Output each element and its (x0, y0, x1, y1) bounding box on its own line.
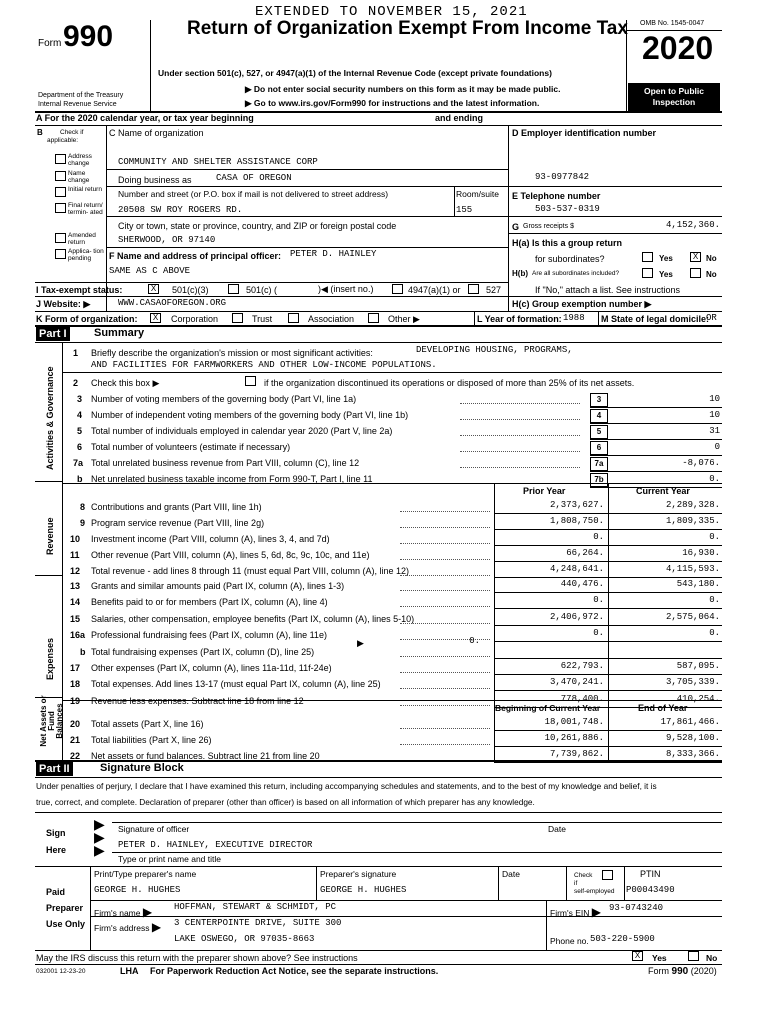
line-num: 9 (80, 518, 86, 528)
ssn-notice: ▶ Do not enter social security numbers on this form as it may be made public. (245, 84, 561, 94)
current-year-value: 2,575,064. (665, 611, 720, 622)
footer-code: 032001 12-23-20 (36, 968, 86, 975)
ha-sub: for subordinates? (535, 254, 605, 264)
other-checkbox[interactable] (368, 313, 379, 323)
line-text: Total revenue - add lines 8 through 11 (must equal Part VIII, column (A), line 12) (91, 566, 409, 576)
perjury-line2: true, correct, and complete. Declaration of preparer (other than officer) is based on all information of which preparer has any knowledge. (36, 797, 535, 807)
line16b-value: 0. (469, 636, 480, 646)
year-formation: 1988 (563, 313, 585, 323)
hb-no-label: No (706, 270, 717, 279)
line-num: 20 (70, 719, 81, 729)
part2-title: Signature Block (100, 762, 184, 774)
officer-address: SAME AS C ABOVE (109, 266, 191, 276)
prior-year-value: 622,793. (560, 661, 604, 671)
leader-dots (460, 467, 580, 468)
boy-header: Beginning of Current Year (495, 703, 601, 713)
prior-year-value: 7,739,862. (549, 749, 604, 759)
line-num: 3 (77, 394, 83, 404)
b-item-label: Applica- tion pending (68, 248, 104, 262)
omb-number: OMB No. 1545-0047 (640, 20, 705, 27)
ha-no-label: No (706, 254, 717, 263)
room-suite: 155 (456, 205, 473, 215)
line-text: Contributions and grants (Part VIII, line 1h) (91, 502, 262, 512)
org-name: COMMUNITY AND SHELTER ASSISTANCE CORP (118, 157, 318, 167)
current-year-value: 9,528,100. (665, 733, 720, 743)
e-label: E Telephone number (512, 191, 601, 201)
if-label: if (574, 880, 578, 887)
line-text: Number of independent voting members of the governing body (Part VI, line 1b) (91, 410, 409, 420)
association-checkbox[interactable] (288, 313, 299, 323)
current-year-value: 1,809,335. (665, 516, 720, 526)
leader-dots (400, 744, 490, 745)
ein-value: 93-0977842 (535, 172, 590, 182)
leader-dots (400, 705, 490, 706)
paid-label: Paid (46, 887, 66, 897)
prior-year-value: 18,001,748. (544, 717, 604, 727)
line-num: 17 (70, 663, 81, 673)
hb-no-checkbox[interactable] (690, 268, 701, 278)
b-applicable: applicable: (47, 137, 79, 144)
line-text: Professional fundraising fees (Part IX, column (A), line 11e) (91, 630, 327, 641)
association-label: Association (308, 314, 355, 324)
sig-officer-label: Signature of officer (118, 824, 190, 834)
line-num: 4 (77, 410, 83, 420)
b-checkbox-3[interactable] (55, 203, 66, 213)
prior-year-value: 1,808,750. (549, 516, 604, 526)
line-text: Total number of volunteers (estimate if necessary) (91, 442, 291, 452)
line1-num: 1 (73, 348, 79, 358)
domicile: OR (706, 313, 717, 323)
b-item-label: Name change (68, 170, 90, 184)
i-label: I Tax-exempt status: (36, 285, 123, 295)
leader-dots (400, 543, 490, 544)
form-label: Form (38, 38, 62, 49)
prior-year-value: 440,476. (560, 579, 604, 589)
line-box: 6 (590, 441, 608, 455)
line-text: Other expenses (Part IX, column (A), lines 11a-11d, 11f-24e) (91, 663, 332, 673)
leader-dots (400, 623, 490, 624)
current-year-value: 8,333,366. (665, 749, 720, 759)
line-value: 31 (709, 426, 720, 436)
part2-label: Part II (36, 762, 73, 776)
prep-signature: GEORGE H. HUGHES (320, 885, 407, 895)
leader-dots (400, 527, 490, 528)
line-value: 0. (709, 474, 720, 484)
part1-title: Summary (94, 327, 145, 339)
trust-label: Trust (252, 314, 273, 324)
prior-year-value: 0. (593, 595, 604, 606)
line-num: 14 (70, 597, 81, 608)
line-num: 10 (70, 534, 81, 544)
form-number: 990 (63, 20, 114, 53)
lha: LHA (120, 966, 139, 976)
dba-name: CASA OF OREGON (216, 173, 292, 183)
use-only-label: Use Only (46, 919, 86, 929)
eoy-header: End of Year (638, 703, 688, 713)
d-label: D Employer identification number (512, 128, 657, 138)
leader-dots (400, 728, 490, 729)
line-num: 22 (70, 751, 81, 761)
trust-checkbox[interactable] (232, 313, 243, 323)
c-label: C Name of organization (109, 128, 204, 138)
street-address: 20508 SW ROY ROGERS RD. (118, 205, 243, 215)
prior-year-value: 3,470,241. (549, 677, 604, 688)
current-year-header: Current Year (636, 486, 690, 496)
line-num: 6 (77, 442, 83, 452)
g-label: G (512, 222, 520, 232)
line-text: Total unrelated business revenue from Part VIII, column (C), line 12 (91, 458, 360, 468)
ptin-value: P00043490 (626, 885, 675, 895)
b-label: B (37, 128, 43, 137)
line-text: Total liabilities (Part X, line 26) (91, 735, 212, 745)
line-text: Total number of individuals employed in calendar year 2020 (Part V, line 2a) (91, 426, 393, 436)
ha-no-checkbox[interactable]: X (690, 252, 701, 262)
line-value: 10 (709, 410, 720, 420)
firm-phone: 503-220-5900 (590, 934, 655, 944)
irs-discuss-yes: Yes (652, 953, 667, 963)
line-box: 7a (590, 457, 608, 471)
current-year-value: 0. (709, 595, 720, 606)
preparer-label: Preparer (46, 903, 84, 913)
if-no-note: If "No," attach a list. See instructions (535, 285, 680, 295)
hc-label: H(c) Group exemption number ▶ (512, 299, 652, 309)
527-checkbox[interactable] (468, 284, 479, 294)
prior-year-value: 4,248,641. (549, 564, 604, 574)
discontinued-checkbox[interactable] (245, 376, 256, 386)
insert-no: )◀ (insert no.) (318, 284, 374, 294)
line-value: 10 (709, 394, 720, 404)
b-item-label: Amended return (68, 232, 96, 246)
line2-check: Check this box ▶ (91, 378, 160, 388)
line-num: 13 (70, 581, 81, 591)
line-text: Investment income (Part VIII, column (A), lines 3, 4, and 7d) (91, 534, 330, 544)
line-text: Net unrelated business taxable income from Form 990-T, Part I, line 11 (91, 474, 373, 484)
inspection: Inspection (652, 97, 696, 107)
b-checkbox-1[interactable] (55, 171, 66, 181)
line-text: Number of voting members of the governing body (Part VI, line 1a) (91, 394, 357, 404)
prep-date-label: Date (502, 869, 520, 879)
form-subtitle: Under section 501(c), 527, or 4947(a)(1) of the Internal Revenue Code (except private foundations) (158, 68, 552, 78)
line-num: b (77, 474, 83, 484)
prior-year-value: 66,264. (566, 548, 604, 558)
leader-dots (400, 590, 490, 591)
leader-dots (400, 656, 490, 657)
b-checkbox-5[interactable] (55, 249, 66, 259)
open-public: Open to Public (644, 86, 704, 96)
f-label: F Name and address of principal officer: (109, 251, 282, 261)
sign-label: Sign (46, 828, 66, 838)
ha-yes-checkbox[interactable] (642, 252, 653, 262)
line-num: 7a (73, 458, 84, 468)
j-label: J Website: ▶ (36, 299, 91, 309)
prior-year-header: Prior Year (523, 486, 566, 496)
ha-yes-label: Yes (659, 254, 673, 263)
part1-label: Part I (36, 327, 70, 341)
line-num: 12 (70, 566, 81, 576)
501c-checkbox[interactable] (228, 284, 239, 294)
line-a: A For the 2020 calendar year, or tax year beginning (36, 113, 254, 123)
501c3-checkbox[interactable]: X (148, 284, 159, 294)
dba-label: Doing business as (118, 175, 192, 185)
b-item-label: Final return/ termin- ated (68, 202, 103, 216)
line-num: 11 (70, 550, 80, 560)
sig-date-label: Date (548, 824, 566, 834)
ha-label: H(a) Is this a group return (512, 238, 623, 248)
extension-notice: EXTENDED TO NOVEMBER 15, 2021 (255, 4, 528, 20)
prior-year-value: 10,261,886. (544, 733, 604, 743)
current-year-value: 17,861,466. (660, 717, 720, 727)
b-checkbox-0[interactable] (55, 154, 66, 164)
self-employed-label: self-employed (574, 888, 615, 895)
principal-officer: PETER D. HAINLEY (290, 249, 377, 259)
m-label: M State of legal domicile: (601, 314, 710, 324)
prior-year-value: 2,406,972. (549, 611, 604, 622)
instructions-notice: ▶ Go to www.irs.gov/Form990 for instructions and the latest information. (245, 98, 540, 108)
prior-year-value: 0. (593, 628, 604, 639)
line2-num: 2 (73, 378, 79, 388)
line-value: -8,076. (682, 458, 720, 468)
hb-text: Are all subordinates included? (532, 270, 620, 277)
city-label: City or town, state or province, country, and ZIP or foreign postal code (118, 221, 397, 231)
current-year-value: 2,289,328. (665, 500, 720, 510)
leader-dots (460, 419, 580, 420)
527-label: 527 (486, 285, 502, 295)
current-year-value: 4,115,593. (665, 564, 720, 574)
l-label: L Year of formation: (477, 314, 562, 324)
ptin-label: PTIN (640, 869, 661, 879)
type-name-label: Type or print name and title (118, 854, 222, 864)
prior-year-value: 778,400. (560, 693, 604, 704)
city-state-zip: SHERWOOD, OR 97140 (118, 235, 216, 245)
firm-name-label: Firm's name ▶ (94, 905, 153, 919)
501c-label: 501(c) ( (246, 285, 278, 295)
firm-address-line1: 3 CENTERPOINTE DRIVE, SUITE 300 (174, 918, 342, 928)
line-box: 3 (590, 393, 608, 407)
paperwork-notice: For Paperwork Reduction Act Notice, see the separate instructions. (150, 966, 439, 976)
street-label: Number and street (or P.O. box if mail is not delivered to street address) (118, 189, 389, 199)
corporation-checkbox[interactable]: X (150, 313, 161, 323)
website[interactable]: WWW.CASAOFOREGON.ORG (118, 298, 227, 308)
here-label: Here (46, 845, 67, 855)
leader-dots (400, 606, 490, 607)
prior-year-value: 0. (593, 532, 604, 542)
leader-dots (400, 575, 490, 576)
line-text: Other revenue (Part VIII, column (A), lines 5, 6d, 8c, 9c, 10c, and 11e) (91, 550, 370, 560)
irs-discuss-yes-checkbox[interactable]: X (632, 951, 643, 961)
line-text: Grants and similar amounts paid (Part IX, column (A), lines 1-3) (91, 581, 345, 591)
line-text: Total expenses. Add lines 13-17 (must equal Part IX, column (A), line 25) (91, 679, 381, 690)
and-ending: and ending (435, 113, 483, 123)
irs-discuss: May the IRS discuss this return with the preparer shown above? See instructions (36, 953, 358, 963)
firm-phone-label: Phone no. (550, 936, 589, 946)
leader-dots (400, 559, 490, 560)
current-year-value: 3,705,339. (665, 677, 720, 688)
current-year-value: 16,930. (682, 548, 720, 558)
line-num: 19 (70, 695, 81, 706)
b-check: Check if (60, 129, 84, 136)
prep-name: GEORGE H. HUGHES (94, 885, 181, 895)
line-num: 15 (70, 613, 81, 624)
hb-yes-label: Yes (659, 270, 673, 279)
other-label: Other ▶ (388, 314, 420, 324)
room-label: Room/suite (456, 189, 499, 199)
current-year-value: 0. (709, 532, 720, 542)
line-text: Net assets or fund balances. Subtract line 21 from line 20 (91, 751, 320, 761)
line-text: Benefits paid to or for members (Part IX, column (A), line 4) (91, 597, 328, 608)
leader-dots (460, 403, 580, 404)
hb-label: H(b) (512, 269, 528, 278)
leader-dots (400, 511, 490, 512)
mission-line2: AND FACILITIES FOR FARMWORKERS AND OTHER LOW-INCOME POPULATIONS. (91, 360, 437, 370)
line-value: 0 (714, 442, 720, 452)
prep-name-label: Print/Type preparer's name (94, 869, 197, 879)
line-text: Program service revenue (Part VIII, line 2g) (91, 518, 265, 528)
check-label: Check (574, 872, 593, 879)
mission-line1: DEVELOPING HOUSING, PROGRAMS, (416, 345, 573, 355)
line-num: 8 (80, 502, 86, 512)
current-year-value: 543,180. (676, 579, 720, 589)
firm-addr-label: Firm's address ▶ (94, 920, 162, 934)
side-net-assets: Net Assets or Fund Balances (39, 695, 64, 747)
form-title: Return of Organization Exempt From Income Tax (187, 18, 628, 39)
b-item-label: Address change (68, 153, 92, 167)
line-text: Salaries, other compensation, employee benefits (Part IX, column (A), lines 5-10) (91, 613, 415, 624)
corporation-label: Corporation (171, 314, 219, 324)
4947-checkbox[interactable] (392, 284, 403, 294)
phone-value: 503-537-0319 (535, 204, 600, 214)
line-text: Total assets (Part X, line 16) (91, 719, 204, 729)
leader-dots (400, 672, 490, 673)
side-revenue: Revenue (45, 517, 55, 555)
officer-name-title[interactable]: PETER D. HAINLEY, EXECUTIVE DIRECTOR (118, 840, 313, 850)
dept-treasury: Department of the Treasury (38, 92, 124, 99)
line-box: 7b (590, 473, 608, 487)
current-year-value: 0. (709, 628, 720, 639)
line-text: Total fundraising expenses (Part IX, column (D), line 25) (91, 646, 315, 657)
tax-year: 2020 (642, 30, 714, 66)
side-activities: Activities & Governance (45, 366, 55, 470)
irs-label: Internal Revenue Service (38, 101, 117, 108)
current-year-value: 587,095. (676, 661, 720, 671)
b-checkbox-4[interactable] (55, 233, 66, 243)
line-box: 4 (590, 409, 608, 423)
prior-year-value: 2,373,627. (549, 500, 604, 510)
gross-receipts-label: Gross receipts $ (523, 223, 574, 230)
line2-text: if the organization discontinued its operations or disposed of more than 25% of its net assets. (264, 378, 635, 388)
side-expenses: Expenses (45, 637, 55, 680)
k-label: K Form of organization: (36, 314, 138, 324)
leader-dots (460, 451, 580, 452)
line-num: 18 (70, 679, 81, 690)
footer-form: Form 990 (2020) (648, 966, 717, 977)
irs-discuss-no-checkbox[interactable] (688, 951, 699, 961)
current-year-value: 410,254. (676, 693, 720, 704)
perjury-line1: Under penalties of perjury, I declare that I have examined this return, including accompanying schedules and statements, and to the best of my knowledge and belief, it is (36, 781, 657, 791)
firm-address-line2: LAKE OSWEGO, OR 97035-8663 (174, 934, 315, 944)
line-num: 21 (70, 735, 81, 745)
self-employed-checkbox[interactable] (602, 870, 613, 880)
irs-discuss-no: No (706, 953, 718, 963)
b-checkbox-2[interactable] (55, 187, 66, 197)
501c3-label: 501(c)(3) (172, 285, 209, 295)
firm-name: HOFFMAN, STEWART & SCHMIDT, PC (174, 902, 337, 912)
firm-ein-label: Firm's EIN ▶ (550, 905, 602, 919)
line-num: 5 (77, 426, 83, 436)
leader-dots (400, 688, 490, 689)
line-num: 16a (70, 630, 86, 641)
prep-sig-label: Preparer's signature (320, 869, 397, 879)
4947-label: 4947(a)(1) or (408, 285, 461, 295)
b-item-label: Initial return (68, 186, 102, 193)
line1-text: Briefly describe the organization's mission or most significant activities: (91, 348, 373, 358)
gross-receipts-value: 4,152,360. (665, 220, 720, 230)
line-box: 5 (590, 425, 608, 439)
firm-ein: 93-0743240 (609, 903, 664, 913)
leader-dots (460, 435, 580, 436)
line-num: b (80, 646, 86, 657)
hb-yes-checkbox[interactable] (642, 268, 653, 278)
line-text: Revenue less expenses. Subtract line 18 from line 12 (91, 695, 304, 706)
